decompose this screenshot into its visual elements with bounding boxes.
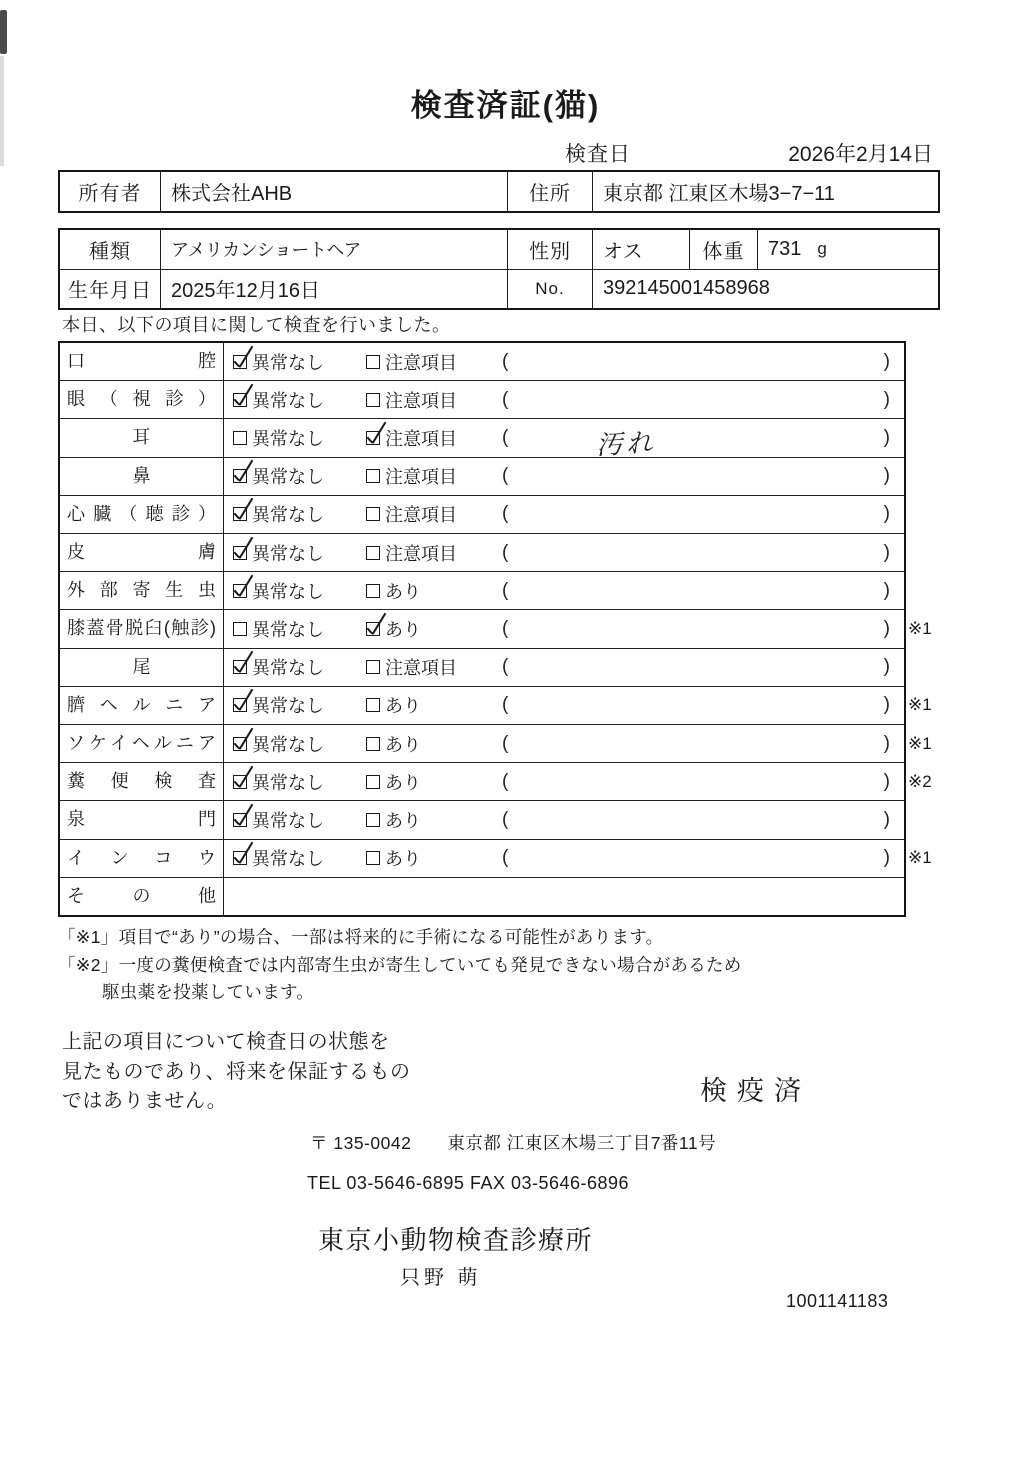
checklist-row-content	[224, 496, 904, 533]
owner-row	[60, 172, 938, 211]
checkbox-option	[366, 731, 502, 757]
checkbox-unchecked	[366, 813, 380, 827]
checkbox-option	[366, 578, 502, 604]
checklist-row-content	[224, 381, 904, 418]
checkbox-unchecked	[233, 622, 247, 636]
checkbox-unchecked	[366, 355, 380, 369]
checkbox-option-label: 注意項目	[385, 543, 457, 564]
id-number-value: 392145001458968	[592, 270, 938, 309]
handwritten-note	[509, 619, 884, 639]
weight-label: 体重	[689, 230, 757, 269]
disclaimer	[62, 1028, 411, 1117]
footnotes	[58, 924, 742, 1007]
checkbox-option	[366, 616, 502, 642]
owner-label: 所有者	[78, 183, 142, 205]
paren-close: )	[883, 579, 890, 601]
paren-open: (	[502, 618, 509, 640]
paren-open: (	[502, 427, 509, 448]
paren-open: (	[502, 847, 509, 869]
checkbox-checked	[233, 584, 247, 598]
checkbox-option	[233, 654, 366, 680]
note-parentheses	[502, 503, 904, 525]
checklist-item-label: 口腔	[60, 343, 224, 380]
paren-close: )	[883, 770, 890, 792]
checklist-row	[60, 571, 904, 609]
paren-open: (	[502, 694, 509, 716]
paren-open: (	[502, 809, 509, 831]
footnote-2-continued: 駆虫薬を投薬しています。	[102, 982, 315, 1002]
footnote-1: 「※1」項目で“あり”の場合、一部は将来的に手術になる可能性があります。	[58, 927, 664, 947]
handwritten-note	[509, 657, 884, 677]
checkbox-option-label: 異常なし	[252, 467, 324, 488]
checklist-row-content	[224, 343, 904, 380]
checklist-row-content	[224, 610, 904, 647]
checkbox-unchecked	[366, 698, 380, 712]
checklist-item-label: 皮膚	[60, 534, 224, 571]
checklist-item-label: 眼（視診）	[60, 381, 224, 418]
checklist-row-content	[224, 763, 904, 800]
checklist-row-content	[224, 534, 904, 571]
checklist-row-content	[224, 878, 904, 915]
checkbox-option	[366, 463, 502, 489]
checkbox-checked	[233, 851, 247, 865]
checkbox-checked	[233, 355, 247, 369]
checkbox-checked	[233, 813, 247, 827]
paren-open: (	[502, 541, 509, 563]
checkbox-option-label: あり	[385, 620, 421, 641]
checkbox-option	[366, 769, 502, 795]
note-parentheses	[502, 656, 904, 678]
checkbox-unchecked	[366, 775, 380, 789]
checklist-item-label: その他	[60, 878, 224, 915]
paren-close: )	[883, 388, 890, 410]
paren-open: (	[502, 732, 509, 754]
checkbox-option	[233, 807, 366, 833]
intro-text: 本日、以下の項目に関して検査を行いました。	[62, 315, 451, 335]
paren-close: )	[883, 847, 890, 869]
paren-close: )	[883, 465, 890, 487]
checkbox-option-label: 注意項目	[385, 390, 457, 411]
checkbox-checked	[366, 622, 380, 636]
scan-artifact	[0, 10, 7, 54]
id-number-label: No.	[507, 270, 592, 309]
pet-table	[58, 228, 940, 310]
checkbox-option-label: 異常なし	[252, 658, 324, 679]
footnote-marker: ※1	[908, 695, 932, 715]
checkbox-option-label: 異常なし	[252, 849, 324, 870]
checklist-row-content	[224, 458, 904, 495]
document-number: 1001141183	[786, 1291, 889, 1311]
inspection-date-label: 検査日	[565, 143, 631, 166]
checkbox-option-label: あり	[385, 734, 421, 755]
sex-label: 性別	[507, 230, 592, 269]
handwritten-note	[509, 848, 884, 868]
checkbox-option	[233, 578, 366, 604]
clinic-name: 東京小動物検査診療所	[318, 1225, 594, 1255]
checkbox-option-label: 異常なし	[252, 390, 324, 411]
handwritten-note	[509, 581, 884, 601]
paren-close: )	[883, 350, 890, 372]
checkbox-option-label: 異常なし	[252, 352, 324, 373]
checkbox-option	[366, 654, 502, 680]
handwritten-note	[509, 352, 884, 372]
checkbox-option-label: 異常なし	[252, 734, 324, 755]
note-parentheses	[502, 389, 904, 411]
note-parentheses	[502, 847, 904, 869]
disclaimer-line-1: 上記の項目について検査日の状態を	[62, 1031, 390, 1053]
checklist-row-content	[224, 687, 904, 724]
checkbox-option	[233, 387, 366, 413]
note-parentheses	[502, 809, 904, 831]
checkbox-option	[233, 769, 366, 795]
checkbox-checked	[233, 775, 247, 789]
checklist-row	[60, 418, 904, 460]
checkbox-checked	[366, 431, 380, 445]
checkbox-option	[366, 692, 502, 718]
pet-row-breed	[60, 230, 938, 269]
checkbox-option-label: 異常なし	[252, 543, 324, 564]
owner-table	[58, 170, 940, 213]
checkbox-option-label: 異常なし	[252, 772, 324, 793]
checkbox-option	[233, 731, 366, 757]
checklist-item-label: 鼻	[60, 458, 224, 495]
checkbox-option	[233, 501, 366, 527]
checkbox-option	[366, 540, 502, 566]
owner-name: 株式会社AHB	[160, 172, 507, 211]
checklist-row-content	[224, 801, 904, 838]
checkbox-option	[233, 540, 366, 566]
checkbox-option	[366, 845, 502, 871]
note-parentheses	[502, 542, 904, 564]
checklist-item-label: 糞便検査	[60, 763, 224, 800]
breed-value: アメリカンショートヘア	[160, 230, 507, 269]
handwritten-note	[509, 466, 884, 486]
checkbox-option-label: あり	[385, 811, 421, 832]
checklist-item-label: 臍ヘルニア	[60, 687, 224, 724]
paren-close: )	[883, 618, 890, 640]
note-parentheses	[502, 465, 904, 487]
checkbox-unchecked	[366, 393, 380, 407]
checkbox-unchecked	[366, 584, 380, 598]
checkbox-option	[366, 349, 502, 375]
sex-value: オス	[592, 230, 689, 269]
checkbox-checked	[233, 737, 247, 751]
note-parentheses	[502, 580, 904, 602]
checkbox-checked	[233, 698, 247, 712]
owner-address-label: 住所	[507, 172, 592, 211]
weight-value: 731	[768, 237, 802, 260]
weight-cell	[757, 230, 938, 269]
checkbox-option	[366, 807, 502, 833]
handwritten-note	[509, 505, 884, 525]
checkbox-option	[366, 387, 502, 413]
checkbox-unchecked	[233, 431, 247, 445]
note-parentheses	[502, 694, 904, 716]
clinic-tel-fax: TEL 03-5646-6895 FAX 03-5646-6896	[307, 1173, 630, 1193]
checkbox-option-label: あり	[385, 772, 421, 793]
weight-unit: g	[817, 239, 827, 259]
checkbox-option-label: 異常なし	[252, 696, 324, 717]
checkbox-option-label: 注意項目	[385, 505, 457, 526]
checklist-item-label: 泉門	[60, 801, 224, 838]
footnote-2: 「※2」一度の糞便検査では内部寄生虫が寄生していても発見できない場合があるため	[58, 954, 742, 975]
paren-open: (	[502, 350, 509, 372]
handwritten-note	[509, 772, 884, 792]
checkbox-checked	[233, 469, 247, 483]
checklist-row	[60, 648, 904, 686]
checklist-row	[60, 762, 932, 800]
paren-open: (	[502, 388, 509, 410]
checklist-row	[60, 343, 904, 380]
checkbox-checked	[233, 393, 247, 407]
checklist-item-label: 外部寄生虫	[60, 572, 224, 609]
checkbox-option-label: 異常なし	[252, 505, 324, 526]
paren-open: (	[502, 656, 509, 678]
note-parentheses	[502, 771, 904, 793]
checklist-item-label: 心臓（聴診）	[60, 496, 224, 533]
checklist-row-content	[224, 572, 904, 609]
note-parentheses	[502, 420, 904, 460]
checklist-row	[60, 609, 932, 647]
checkbox-option-label: 注意項目	[385, 429, 457, 449]
checkbox-option	[233, 692, 366, 718]
checklist-item-label: ソケイヘルニア	[60, 725, 224, 762]
handwritten-note	[509, 734, 884, 754]
paren-close: )	[883, 503, 890, 525]
note-parentheses	[502, 351, 904, 373]
checkbox-option-label: 異常なし	[252, 811, 324, 832]
checkbox-option-label: あり	[385, 849, 421, 870]
page-title: 検査済証(猫)	[410, 88, 601, 123]
disclaimer-line-3: ではありません。	[62, 1090, 228, 1112]
checklist-item-label: インコウ	[60, 840, 224, 877]
checkbox-option-label: 異常なし	[252, 429, 324, 449]
paren-close: )	[883, 809, 890, 831]
footnote-marker: ※2	[908, 771, 932, 791]
paren-open: (	[502, 503, 509, 525]
clinic-address: 東京都 江東区木場三丁目7番11号	[447, 1133, 717, 1153]
checklist-row-content	[224, 725, 904, 762]
paren-close: )	[883, 732, 890, 754]
paren-open: (	[502, 465, 509, 487]
paren-open: (	[502, 770, 509, 792]
checklist-row	[60, 495, 904, 533]
note-parentheses	[502, 618, 904, 640]
paren-close: )	[883, 656, 890, 678]
checklist-row	[60, 800, 904, 838]
checkbox-option	[233, 616, 366, 642]
checkbox-option-label: あり	[385, 696, 421, 717]
veterinarian-name: 只野 萌	[400, 1267, 482, 1289]
paren-close: )	[883, 541, 890, 563]
paren-close: )	[883, 694, 890, 716]
owner-address-value: 東京都 江東区木場3−7−11	[592, 172, 938, 211]
checklist-row	[60, 839, 932, 877]
checklist-row	[60, 877, 904, 915]
checklist-row	[60, 380, 904, 418]
inspection-date-value: 2026年2月14日	[788, 143, 933, 166]
checkbox-option	[233, 425, 366, 451]
checkbox-unchecked	[366, 546, 380, 560]
handwritten-note	[509, 696, 884, 716]
checkbox-option-label: 異常なし	[252, 620, 324, 641]
checklist-item-label: 尾	[60, 649, 224, 686]
checkbox-unchecked	[366, 507, 380, 521]
checklist-row	[60, 457, 904, 495]
checklist-item-label: 膝蓋骨脱臼(触診)	[60, 610, 224, 647]
checkbox-unchecked	[366, 737, 380, 751]
checkbox-option-label: 異常なし	[252, 581, 324, 602]
note-parentheses	[502, 733, 904, 755]
checkbox-unchecked	[366, 851, 380, 865]
disclaimer-line-2: 見たものであり、将来を保証するもの	[62, 1060, 411, 1083]
postal-code: 〒 135-0042	[310, 1133, 412, 1153]
clinic-postal-row	[310, 1130, 716, 1155]
checklist-row	[60, 686, 932, 724]
pet-row-birth	[60, 269, 938, 309]
footnote-marker: ※1	[908, 733, 932, 753]
checkbox-option-label: あり	[385, 581, 421, 602]
checkbox-option	[233, 349, 366, 375]
checkbox-unchecked	[366, 469, 380, 483]
checklist-row-content	[224, 649, 904, 686]
birthdate-value: 2025年12月16日	[160, 270, 507, 309]
checkbox-checked	[233, 660, 247, 674]
footnote-marker: ※1	[908, 619, 932, 639]
checklist-row	[60, 724, 932, 762]
checkbox-unchecked	[366, 660, 380, 674]
handwritten-note	[509, 390, 884, 410]
checkbox-option	[233, 463, 366, 489]
handwritten-note	[509, 543, 884, 563]
checklist-item-label: 耳	[60, 419, 224, 456]
checkbox-checked	[233, 546, 247, 560]
handwritten-note	[509, 810, 884, 830]
quarantine-passed-stamp: 検疫済	[700, 1076, 811, 1106]
paren-close: )	[883, 427, 890, 448]
checkbox-checked	[233, 507, 247, 521]
footnote-marker: ※1	[908, 848, 932, 868]
checkbox-option-label: 注意項目	[385, 467, 457, 488]
checkbox-option	[233, 845, 366, 871]
checklist-row-content	[224, 840, 904, 877]
checkbox-option	[366, 501, 502, 527]
checkbox-option-label: 注意項目	[385, 352, 457, 373]
birthdate-label: 生年月日	[68, 280, 152, 303]
checkbox-option	[366, 425, 502, 451]
checklist-row-content	[224, 419, 904, 460]
paren-open: (	[502, 579, 509, 601]
checklist-row	[60, 533, 904, 571]
examination-checklist-table	[58, 341, 932, 917]
handwritten-note: 汚れ	[595, 426, 658, 460]
checkbox-option-label: 注意項目	[385, 658, 457, 679]
breed-label: 種類	[89, 240, 131, 263]
